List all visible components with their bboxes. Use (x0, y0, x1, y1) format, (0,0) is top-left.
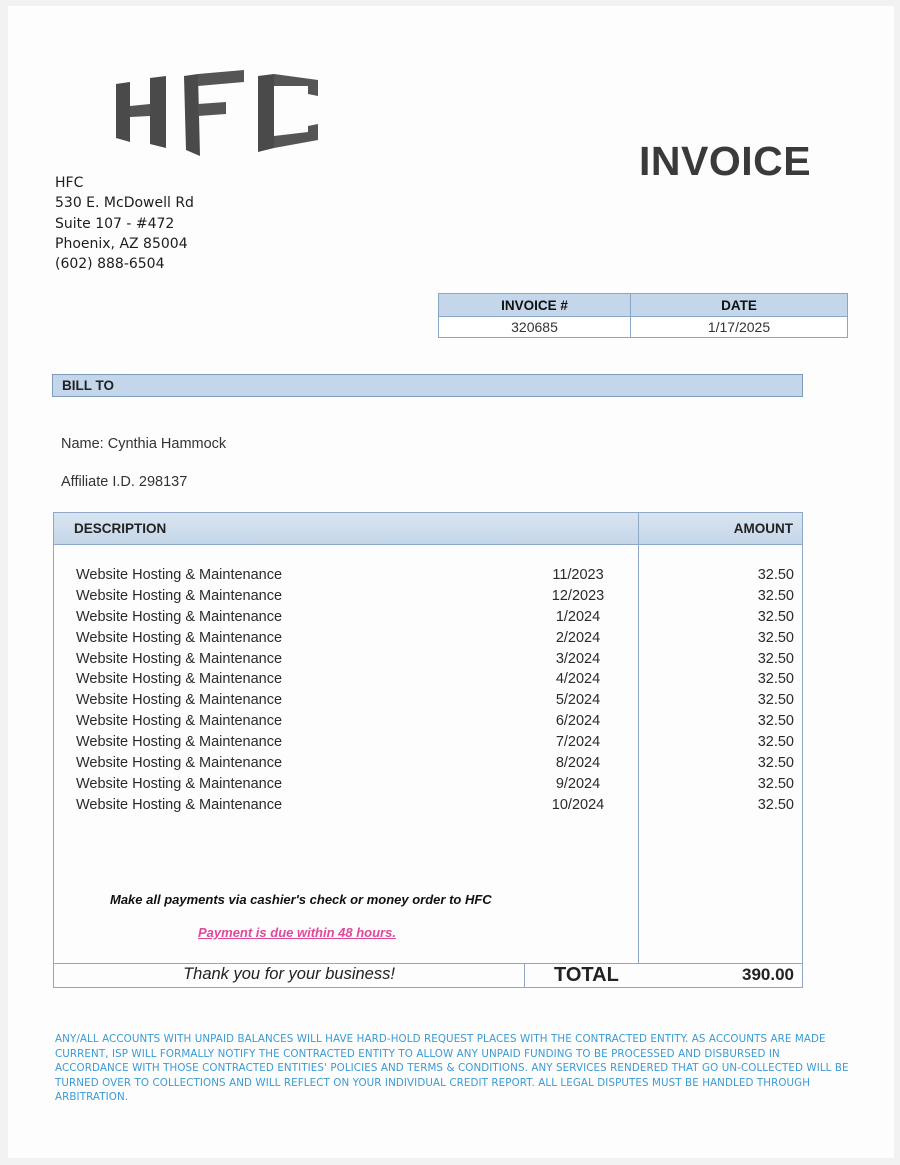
company-phone: (602) 888-6504 (55, 256, 165, 273)
invoice-meta-table (438, 293, 848, 338)
bill-to-affiliate-id: Affiliate I.D. 298137 (61, 474, 188, 490)
line-item-row (54, 651, 802, 672)
line-item-description: Website Hosting & Maintenance (76, 608, 283, 625)
line-item-period: 9/2024 (555, 775, 601, 792)
company-address-line1: 530 E. McDowell Rd (55, 195, 194, 212)
invoice-number-value: 320685 (439, 317, 631, 338)
line-item-amount: 32.50 (757, 796, 794, 813)
line-item-description: Website Hosting & Maintenance (76, 629, 283, 646)
line-item-amount: 32.50 (757, 671, 794, 688)
line-item-period: 4/2024 (555, 671, 601, 688)
line-item-period: 1/2024 (555, 608, 601, 625)
bill-to-name: Name: Cynthia Hammock (61, 436, 227, 452)
payment-instructions: Make all payments via cashier's check or money order to HFC (110, 892, 492, 907)
line-item-description: Website Hosting & Maintenance (76, 650, 283, 667)
line-item-period: 12/2023 (551, 587, 605, 604)
date-value: 1/17/2025 (631, 317, 848, 338)
line-item-description: Website Hosting & Maintenance (76, 775, 283, 792)
line-item-row (54, 755, 802, 776)
line-item-row (54, 776, 802, 797)
line-item-amount: 32.50 (757, 755, 794, 772)
line-item-row (54, 692, 802, 713)
invoice-title: INVOICE (639, 138, 812, 184)
description-header: DESCRIPTION (74, 521, 167, 536)
line-items-header (54, 513, 802, 545)
line-item-row (54, 609, 802, 630)
line-item-row (54, 713, 802, 734)
payment-due-note: Payment is due within 48 hours. (198, 925, 396, 940)
company-address (55, 173, 194, 274)
line-item-row (54, 588, 802, 609)
line-item-period: 7/2024 (555, 734, 601, 751)
line-item-row (54, 734, 802, 755)
line-item-row (54, 797, 802, 818)
line-item-description: Website Hosting & Maintenance (76, 755, 283, 772)
hfc-logo (112, 64, 322, 156)
amount-header: AMOUNT (733, 521, 793, 536)
line-item-amount: 32.50 (757, 629, 794, 646)
line-item-period: 11/2023 (552, 567, 604, 583)
line-item-period: 5/2024 (555, 692, 601, 709)
line-item-amount: 32.50 (757, 734, 794, 751)
line-item-description: Website Hosting & Maintenance (76, 796, 283, 813)
company-city-state-zip: Phoenix, AZ 85004 (55, 235, 188, 252)
line-item-description: Website Hosting & Maintenance (76, 734, 283, 751)
line-item-row (54, 630, 802, 651)
disclaimer-text: ANY/ALL ACCOUNTS WITH UNPAID BALANCES WILL HAVE HARD-HOLD REQUEST PLACES WITH THE CONTRACTED ENTITY. AS ACCOUNTS ARE MADE CURRENT, ISP WILL FORMALLY NOTIFY THE CONTRACTED ENTITY TO ALLOW ANY UNPAID FUNDING TO BE PROCESSED AND DISBURSED IN ACCORDANCE WITH THOSE CONTRACTED ENTITIES' POLICIES AND TERMS & CONDITIONS. ANY SERVICES RENDERED THAT GO UN-COLLECTED WILL BE TURNED OVER TO COLLECTIONS AND WILL REFLECT ON YOUR INDIVIDUAL CREDIT REPORT. ALL LEGAL DISPUTES MUST BE HANDLED THROUGH ARBITRATION. (55, 1033, 849, 1104)
line-item-description: Website Hosting & Maintenance (76, 671, 283, 688)
total-amount: 390.00 (742, 965, 794, 984)
total-column-divider (524, 963, 525, 988)
bill-to-header: BILL TO (52, 374, 803, 397)
line-item-period: 8/2024 (555, 755, 601, 772)
line-item-description: Website Hosting & Maintenance (76, 587, 283, 604)
line-item-amount: 32.50 (757, 775, 794, 792)
line-item-amount: 32.50 (757, 567, 794, 583)
line-item-amount: 32.50 (757, 713, 794, 730)
line-item-row (54, 567, 802, 588)
line-item-period: 2/2024 (555, 629, 601, 646)
line-items-rows (54, 567, 802, 818)
date-header: DATE (631, 294, 848, 317)
line-item-description: Website Hosting & Maintenance (76, 692, 283, 709)
line-item-description: Website Hosting & Maintenance (76, 713, 283, 730)
company-address-line2: Suite 107 - #472 (55, 215, 175, 232)
line-item-description: Website Hosting & Maintenance (76, 567, 283, 583)
line-item-amount: 32.50 (757, 587, 794, 604)
thank-you-message: Thank you for your business! (183, 965, 395, 983)
company-name: HFC (55, 175, 84, 191)
line-item-amount: 32.50 (757, 608, 794, 625)
total-label: TOTAL (554, 964, 619, 986)
invoice-number-header: INVOICE # (439, 294, 631, 317)
line-item-period: 6/2024 (555, 713, 601, 730)
line-item-period: 3/2024 (555, 650, 601, 667)
line-item-period: 10/2024 (551, 796, 605, 813)
line-item-amount: 32.50 (757, 692, 794, 709)
total-row-divider (54, 963, 802, 964)
line-item-row (54, 671, 802, 692)
line-item-amount: 32.50 (757, 650, 794, 667)
line-items-table (53, 512, 803, 988)
